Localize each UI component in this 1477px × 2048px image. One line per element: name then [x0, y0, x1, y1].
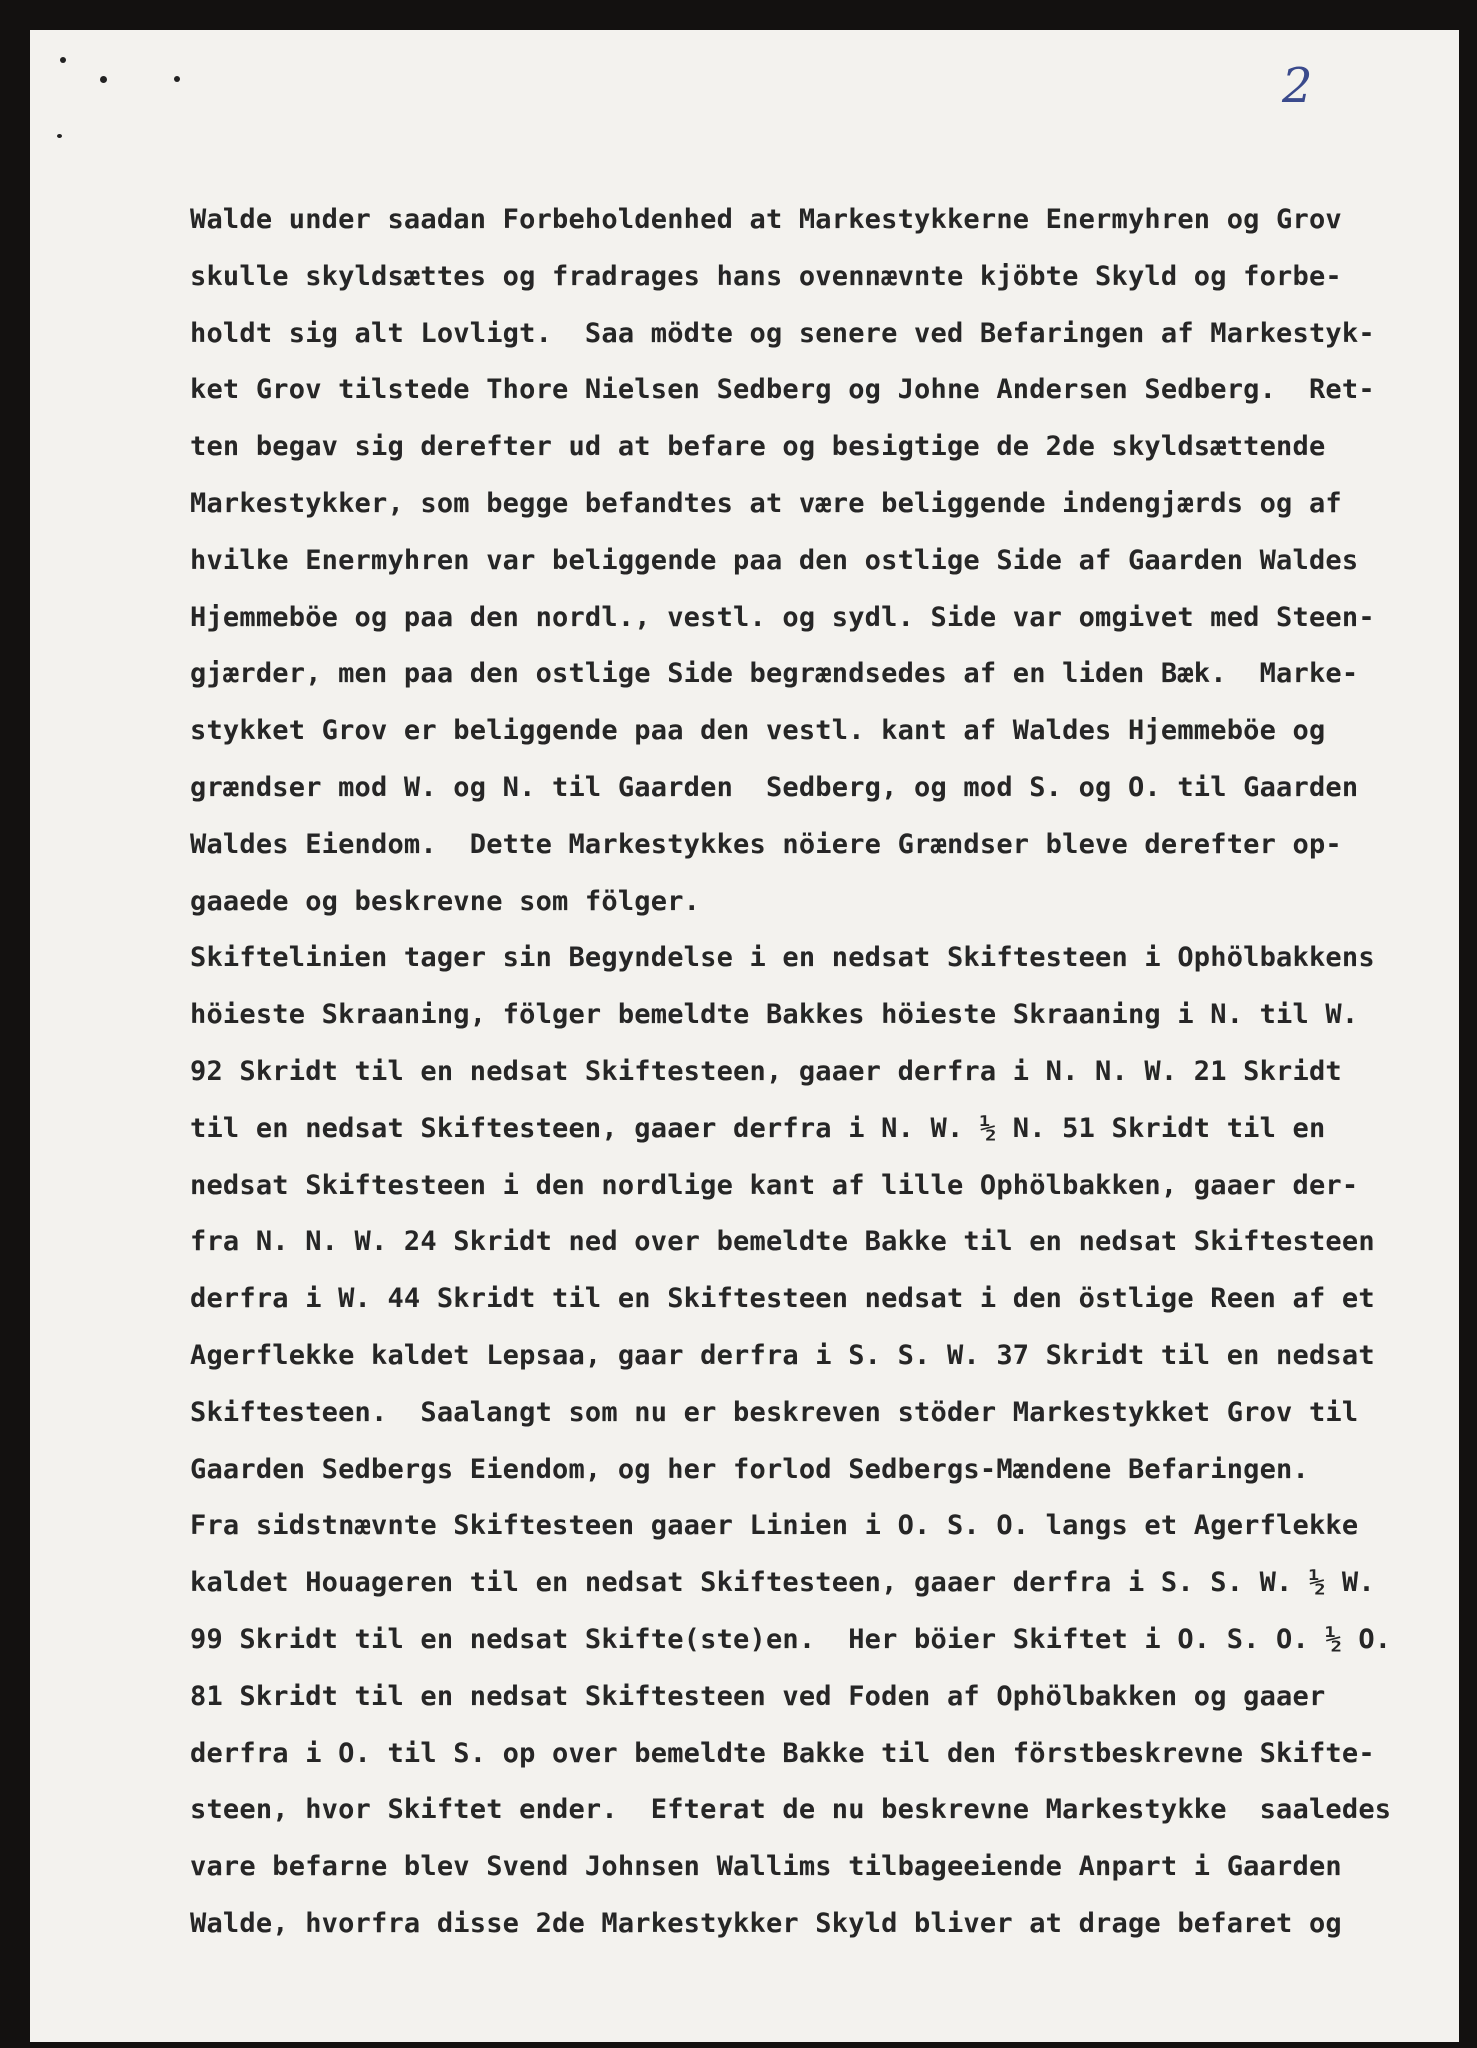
text-line: Hjemmeböe og paa den nordl., vestl. og sydl. Side var omgivet med Steen-	[190, 601, 1375, 633]
text-line: stykket Grov er beliggende paa den vestl. kant af Waldes Hjemmeböe og	[190, 715, 1326, 747]
text-line: fra N. N. W. 24 Skridt ned over bemeldte Bakke til en nedsat Skiftesteen	[190, 1226, 1375, 1258]
text-line: Gaarden Sedbergs Eiendom, og her forlod Sedbergs-Mændene Befaringen.	[190, 1453, 1309, 1485]
text-line: nedsat Skiftesteen i den nordlige kant af lille Ophölbakken, gaaer der-	[190, 1169, 1359, 1201]
text-line: til en nedsat Skiftesteen, gaaer derfra i N. W. ½ N. 51 Skridt til en	[190, 1112, 1326, 1144]
text-line: kaldet Houageren til en nedsat Skiftesteen, gaaer derfra i S. S. W. ½ W.	[190, 1567, 1375, 1599]
text-line: gjærder, men paa den ostlige Side begrændsedes af en liden Bæk. Marke-	[190, 658, 1359, 690]
text-line: Skiftesteen. Saalangt som nu er beskreven stöder Markestykket Grov til	[190, 1396, 1359, 1428]
text-line: Waldes Eiendom. Dette Markestykkes nöiere Grændser bleve derefter op-	[190, 828, 1342, 860]
text-line: gaaede og beskrevne som fölger.	[190, 885, 701, 917]
text-line: Fra sidstnævnte Skiftesteen gaaer Linien i O. S. O. langs et Agerflekke	[190, 1510, 1359, 1542]
punch-mark	[60, 57, 66, 63]
text-line: ten begav sig derefter ud at befare og besigtige de 2de skyldsættende	[190, 431, 1326, 463]
text-line: hvilke Enermyhren var beliggende paa den ostlige Side af Gaarden Waldes	[190, 544, 1359, 576]
text-line: 92 Skridt til en nedsat Skiftesteen, gaaer derfra i N. N. W. 21 Skridt	[190, 1055, 1342, 1087]
text-line: derfra i W. 44 Skridt til en Skiftesteen nedsat i den östlige Reen af et	[190, 1283, 1375, 1315]
punch-mark	[174, 76, 180, 82]
punch-mark	[100, 76, 107, 83]
text-line: höieste Skraaning, fölger bemeldte Bakkes höieste Skraaning i N. til W.	[190, 999, 1359, 1031]
text-line: Walde under saadan Forbeholdenhed at Markestykkerne Enermyhren og Grov	[190, 204, 1342, 235]
text-line: vare befarne blev Svend Johnsen Wallims tilbageeiende Anpart i Gaarden	[190, 1851, 1342, 1883]
text-line: 81 Skridt til en nedsat Skiftesteen ved Foden af Ophölbakken og gaaer	[190, 1680, 1326, 1712]
text-line: skulle skyldsættes og fradrages hans ovennævnte kjöbte Skyld og forbe-	[190, 260, 1342, 292]
text-line: ket Grov tilstede Thore Nielsen Sedberg og Johne Andersen Sedberg. Ret-	[190, 374, 1375, 406]
text-line: holdt sig alt Lovligt. Saa mödte og senere ved Befaringen af Markestyk-	[190, 317, 1375, 349]
page-number: 2	[1282, 58, 1313, 114]
punch-mark	[57, 134, 62, 138]
text-line: derfra i O. til S. op over bemeldte Bakke til den förstbeskrevne Skifte-	[190, 1737, 1375, 1769]
text-line: Skiftelinien tager sin Begyndelse i en nedsat Skiftesteen i Ophölbakkens	[190, 942, 1375, 974]
text-line: steen, hvor Skiftet ender. Efterat de nu beskrevne Markestykke saaledes	[190, 1794, 1392, 1826]
text-line: grændser mod W. og N. til Gaarden Sedberg, og mod S. og O. til Gaarden	[190, 771, 1359, 803]
document-body	[190, 192, 1440, 1953]
text-line: Walde, hvorfra disse 2de Markestykker Skyld bliver at drage befaret og	[190, 1907, 1342, 1939]
text-line: 99 Skridt til en nedsat Skifte(ste)en. Her böier Skiftet i O. S. O. ½ O.	[190, 1623, 1392, 1655]
text-line: Markestykker, som begge befandtes at være beliggende indengjærds og af	[190, 487, 1342, 519]
text-line: Agerflekke kaldet Lepsaa, gaar derfra i S. S. W. 37 Skridt til en nedsat	[190, 1339, 1375, 1371]
